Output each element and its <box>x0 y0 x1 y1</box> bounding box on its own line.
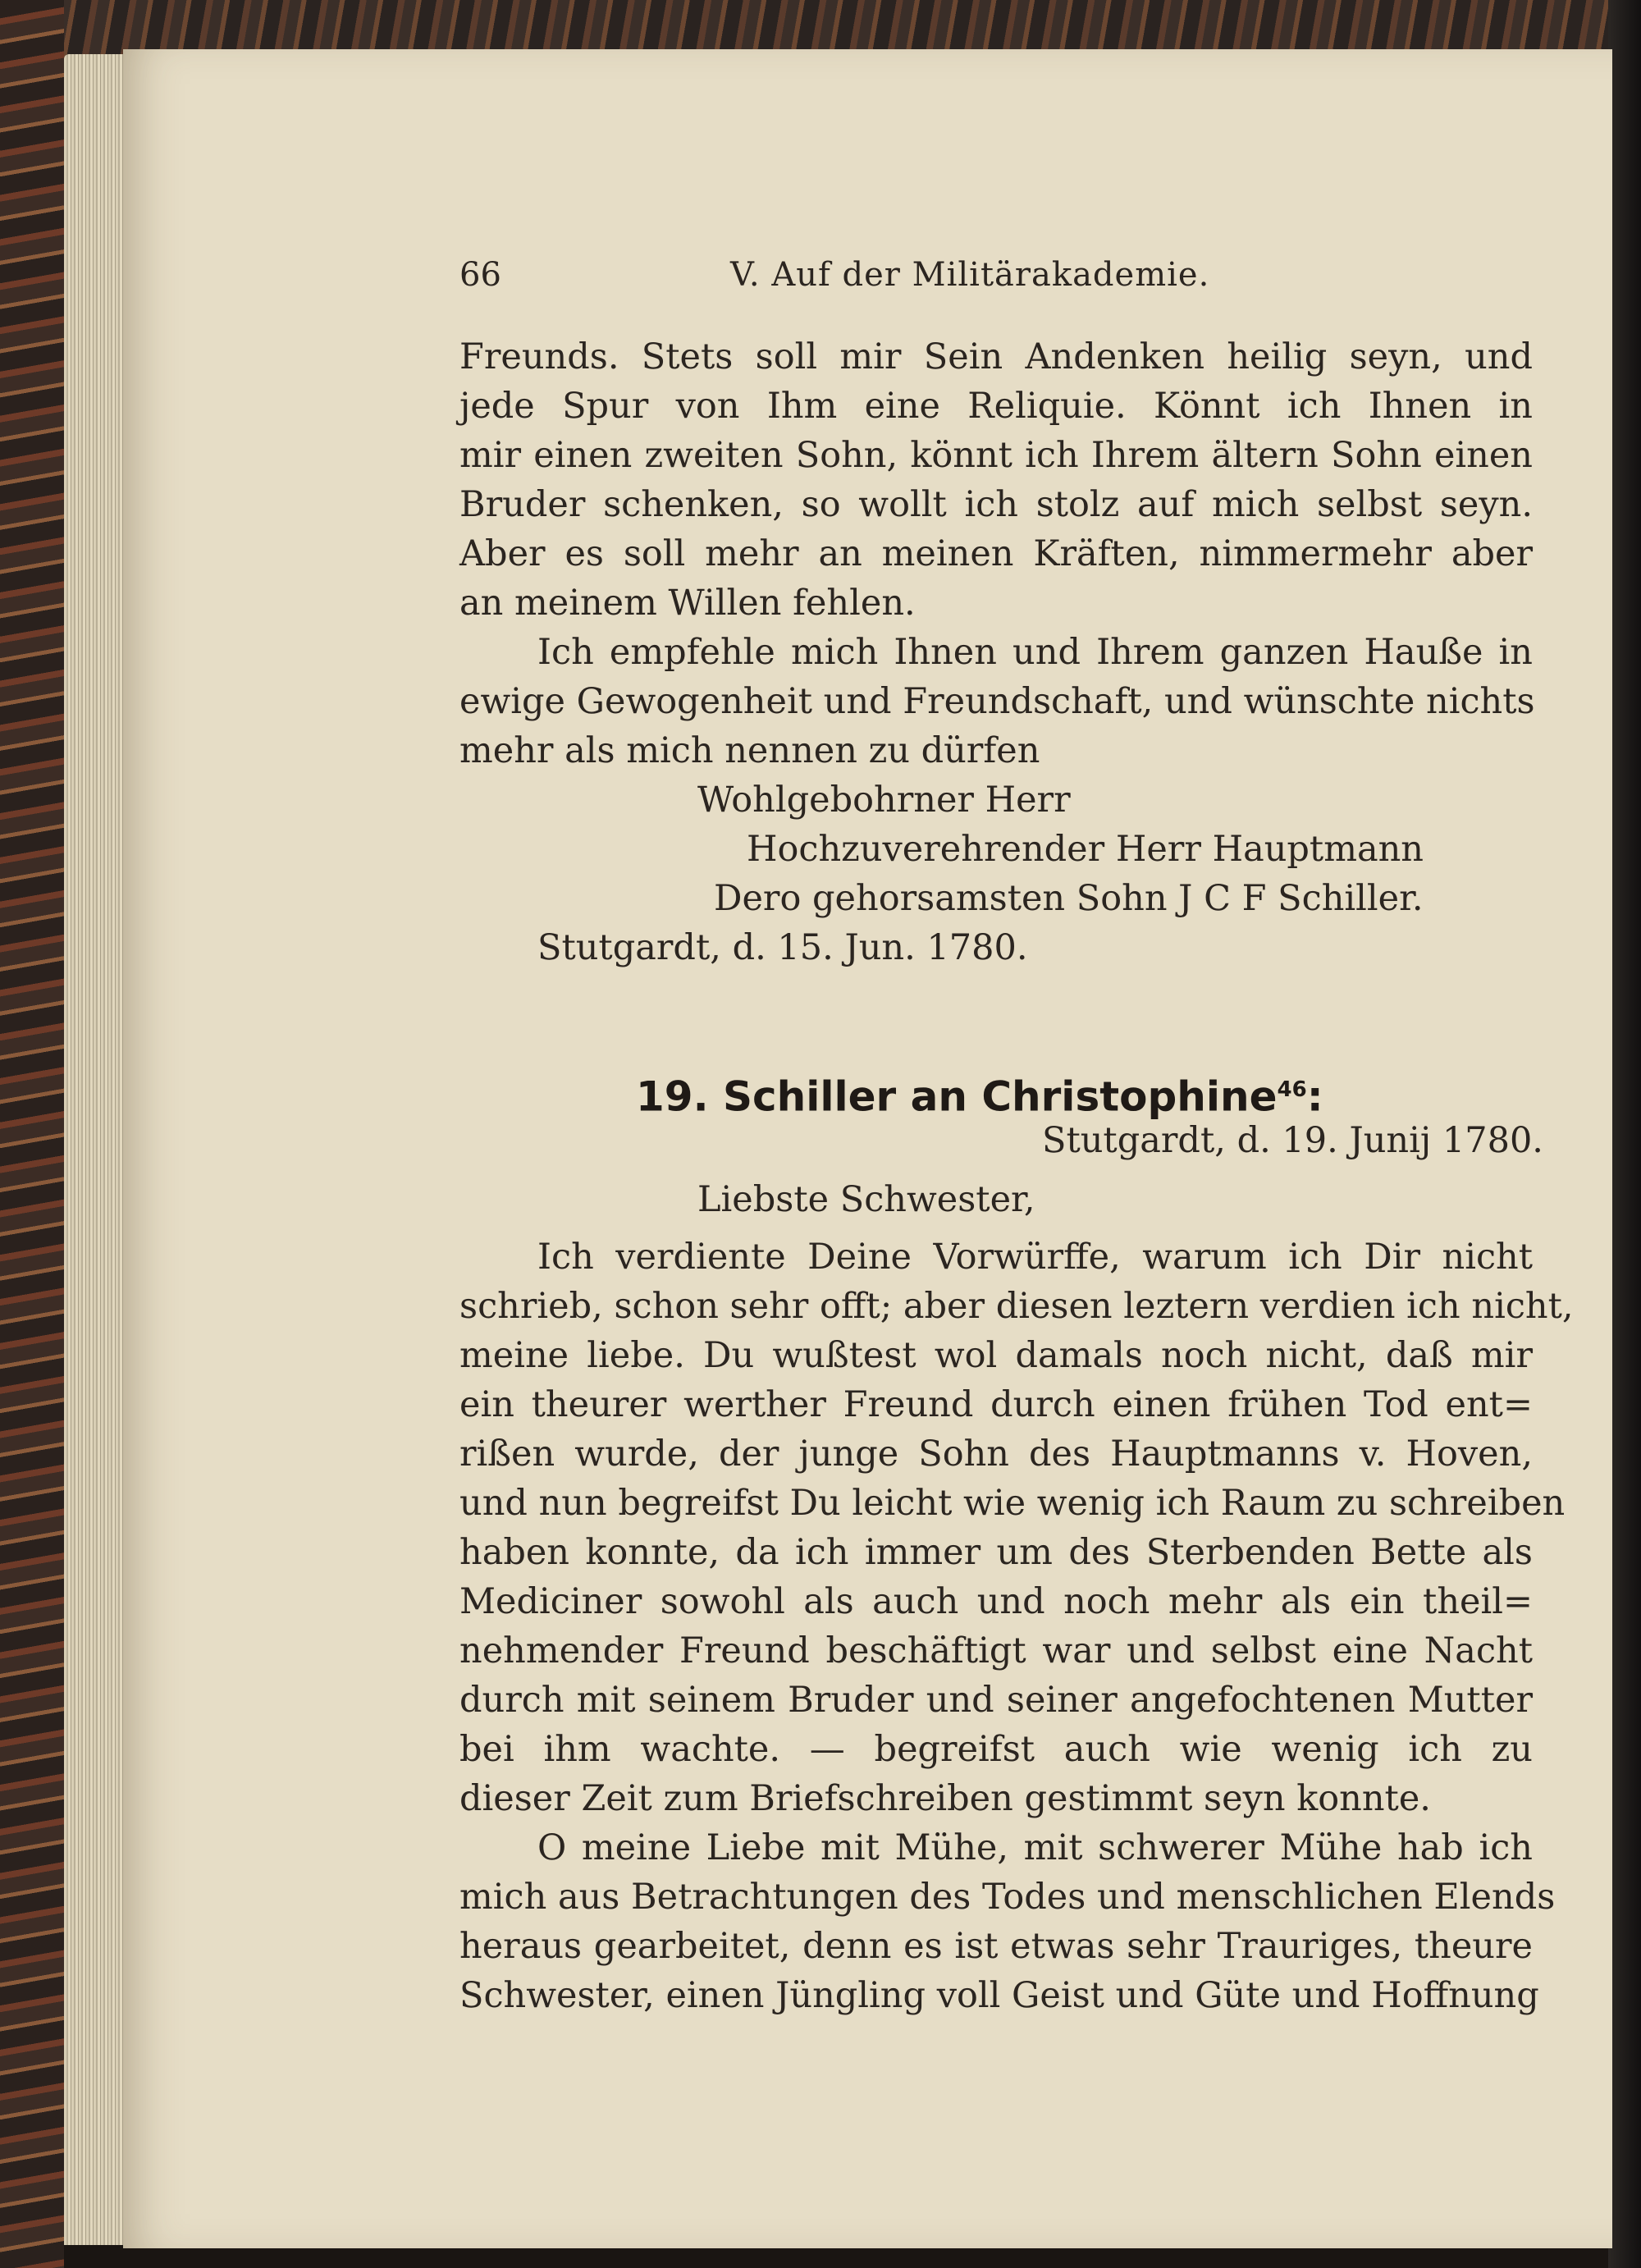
text-line: rißen wurde, der junge Sohn des Hauptmanns v. Hoven, <box>459 1434 1533 1475</box>
text-line: durch mit seinem Bruder und seiner angefochtenen Mutter <box>459 1680 1533 1721</box>
text-line: nehmender Freund beschäftigt war und selbst eine Nacht <box>459 1630 1533 1671</box>
text-line: Ich empfehle mich Ihnen und Ihrem ganzen Hauße in <box>537 632 1533 673</box>
text-line: O meine Liebe mit Mühe, mit schwerer Mühe hab ich <box>537 1827 1533 1868</box>
book-cover-left <box>0 0 64 2268</box>
text-line: Freunds. Stets soll mir Sein Andenken heilig seyn, und <box>459 336 1533 377</box>
text-line: heraus gearbeitet, denn es ist etwas sehr Trauriges, theure <box>459 1926 1533 1967</box>
running-head <box>459 256 1608 305</box>
text-line: mehr als mich nennen zu dürfen <box>459 730 1040 771</box>
text-line: haben konnte, da ich immer um des Sterbenden Bette als <box>459 1532 1533 1573</box>
text-line: an meinem Willen fehlen. <box>459 583 916 624</box>
text-line: ewige Gewogenheit und Freundschaft, und wünschte nichts <box>459 681 1535 722</box>
place-date: Stutgardt, d. 15. Jun. 1780. <box>537 927 1028 968</box>
letter-heading-title: 19. Schiller an Christophine <box>636 1072 1278 1121</box>
letter-heading-suffix: : <box>1306 1072 1323 1121</box>
text-line: jede Spur von Ihm eine Reliquie. Könnt ich Ihnen in <box>459 386 1533 427</box>
closing-salutation-2: Hochzuverehrender Herr Hauptmann <box>747 829 1424 870</box>
running-head-title: V. Auf der Militärakademie. <box>730 256 1210 294</box>
signature: Dero gehorsamsten Sohn J C F Schiller. <box>714 878 1424 919</box>
closing-salutation: Wohlgebohrner Herr <box>697 780 1071 821</box>
text-line: und nun begreifst Du leicht wie wenig ich Raum zu schreiben <box>459 1483 1566 1524</box>
book-cover-right <box>1608 0 1641 2268</box>
text-line: Mediciner sowohl als auch und noch mehr als ein theil= <box>459 1581 1533 1622</box>
dateline: Stutgardt, d. 19. Junij 1780. <box>1042 1120 1543 1161</box>
text-line: meine liebe. Du wußtest wol damals noch nicht, daß mir <box>459 1335 1533 1376</box>
footnote-marker: 46 <box>1277 1077 1307 1102</box>
text-line: mich aus Betrachtungen des Todes und menschlichen Elends <box>459 1877 1556 1918</box>
text-line: Schwester, einen Jüngling voll Geist und Güte und Hoffnung <box>459 1975 1539 2016</box>
text-line: bei ihm wachte. — begreifst auch wie wenig ich zu <box>459 1729 1533 1770</box>
text-line: dieser Zeit zum Briefschreiben gestimmt seyn konnte. <box>459 1778 1431 1819</box>
greeting: Liebste Schwester, <box>697 1179 1035 1220</box>
text-line: ein theurer werther Freund durch einen frühen Tod ent= <box>459 1384 1533 1425</box>
text-line: Aber es soll mehr an meinen Kräften, nimmermehr aber <box>459 533 1533 574</box>
text-line: mir einen zweiten Sohn, könnt ich Ihrem ältern Sohn einen <box>459 435 1533 476</box>
book-page <box>123 49 1612 2248</box>
text-line: Bruder schenken, so wollt ich stolz auf mich selbst seyn. <box>459 484 1533 525</box>
text-line: schrieb, schon sehr offt; aber diesen leztern verdien ich nicht, <box>459 1286 1574 1327</box>
text-line: Ich verdiente Deine Vorwürffe, warum ich Dir nicht <box>537 1237 1533 1278</box>
page-number: 66 <box>459 256 501 294</box>
